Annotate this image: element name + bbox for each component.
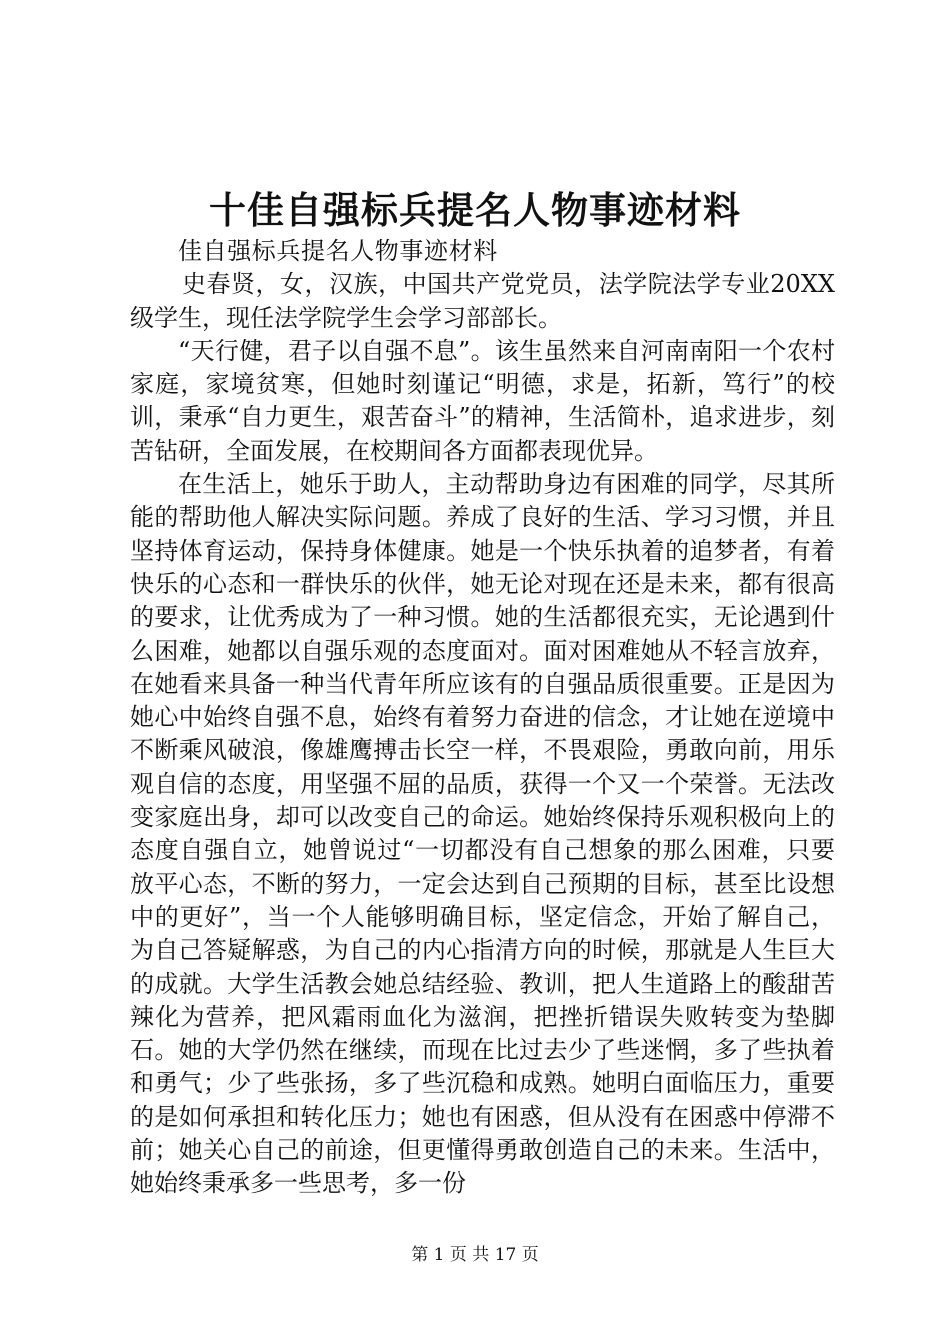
document-title: 十佳自强标兵提名人物事迹材料 [209, 188, 741, 232]
paragraph-life: 在生活上，她乐于助人，主动帮助身边有困难的同学，尽其所能的帮助他人解决实际问题。养成了良好的生活、学习习惯，并且坚持体育运动，保持身体健康。她是一个快乐执着的追梦者，有着快乐的心态和一群快乐的伙伴，她无论对现在还是未来，都有很高的要求，让优秀成为了一种习惯。她的生活都很充实，无论遇到什么困难，她都以自强乐观的态度面对。面对困难她从不轻言放弃，在她看来具备一种当代青年所应该有的自强品质很重要。正是因为她心中始终自强不息，始终有着努力奋进的信念，才让她在逆境中不断乘风破浪，像雄鹰搏击长空一样，不畏艰险，勇敢向前，用乐观自信的态度，用坚强不屈的品质，获得一个又一个荣誉。无法改变家庭出身，却可以改变自己的命运。她始终保持乐观积极向上的态度自强自立，她曾说过“一切都没有自己想象的那么困难，只要放平心态，不断的努力，一定会达到自己预期的目标，甚至比设想中的更好”，当一个人能够明确目标，坚定信念，开始了解自己，为自己答疑解惑，为自己的内心指清方向的时候，那就是人生巨大的成就。大学生活教会她总结经验、教训，把人生道路上的酸甜苦辣化为营养，把风霜雨血化为滋润，把挫折错误失败转变为垫脚石。她的大学仍然在继续，而现在比过去少了些迷惘，多了些执着和勇气；少了些张扬，多了些沉稳和成熟。她明白面临压力，重要的是如何承担和转化压力；她也有困惑，但从没有在困惑中停滞不前；她关心自己的前途，但更懂得勇敢创造自己的未来。生活中，她始终秉承多一些思考，多一份 [130, 470, 835, 1198]
document-subtitle: 佳自强标兵提名人物事迹材料 [178, 237, 498, 265]
paragraph-intro: 史春贤，女，汉族，中国共产党党员，法学院法学专业20XX级学生，现任法学院学生会学习部部长。 [130, 270, 835, 332]
page-footer: 第 1 页 共 17 页 [411, 1245, 539, 1265]
document-body [130, 235, 835, 1201]
paragraph-motto: “天行健，君子以自强不息”。该生虽然来自河南南阳一个农村家庭，家境贫寒，但她时刻谨记“明德，求是，拓新，笃行”的校训，秉承“自力更生，艰苦奋斗”的精神，生活简朴，追求进步，刻苦钻研，全面发展，在校期间各方面都表现优异。 [130, 336, 835, 465]
